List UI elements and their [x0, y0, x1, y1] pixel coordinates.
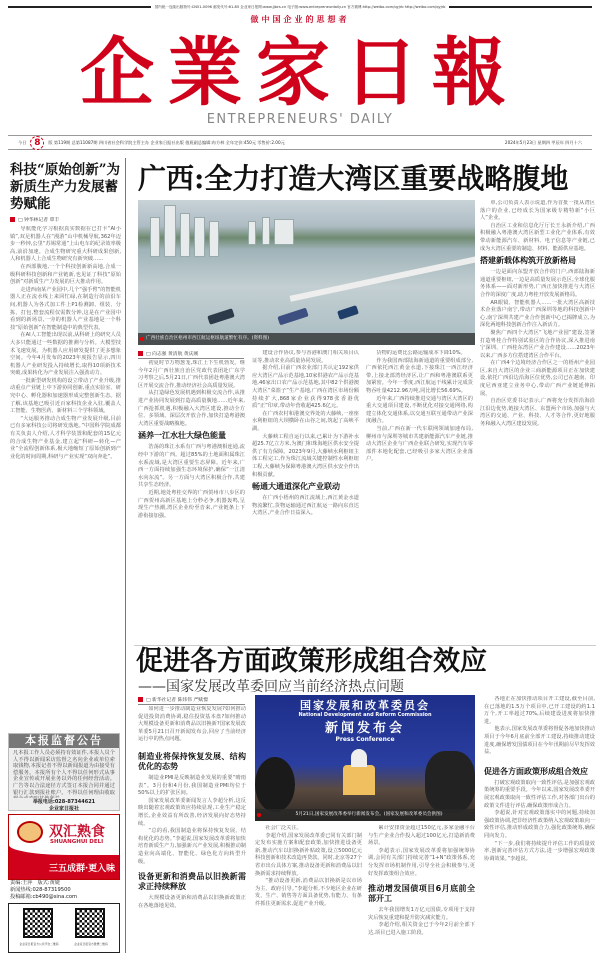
pig-logo-icon — [17, 821, 43, 843]
photo-caption: 广西壮族自治区梧州市西江航运枢纽航道繁忙有序。(资料图) — [138, 333, 475, 345]
notice-phone: 举报电话:028-87344621 — [32, 799, 96, 805]
main-byline: □ 向志强 黄清航 黄庆刚 — [138, 350, 244, 359]
main-col-1: 初夏时节万物葱茏,珠江上下生机勃发。继今年2月广西壮族自治区党政代表团赴广东学习考察之后,5月21日,广西代表团赴粤港澳大湾区开展交流合作,推动经济社会高质量发展。 从打造绿色发展机遇到积极交流合作,从推进产业协同发展到打造高质量腹地……近年来,广西抢抓机遇,积极融入大湾区建设,推动全方位、多领域、深层次开放合作,加快打造粤港澳大湾区重要战略腹地。 涵养一江水壮大绿色能量 浩荡的珠江水系有广西与粤港澳相连通,流经中下游的广西。超过85%的土地面积属珠江水系流域,是大湾区重要生态屏障。近年来,广西一方面持续加强生态环境保护,确保“一江清水向东流”。另一方面与大湾区积极合作,共建共享生态经济。 近期,地处粤桂交界的广西贺州市八步区的广西贺州高新区基地上分秒必争,机器轰鸣,呈现生产热潮,湾区企业纷至沓来,产业链条上下游衔接加强。 — [138, 360, 245, 519]
camera-silhouette — [425, 751, 475, 813]
camera-silhouette — [255, 757, 295, 812]
notice-org: 企业家日报社 — [48, 806, 79, 812]
photo-title-cn: 国家发展和改革委员会 — [300, 699, 430, 712]
second-byline: □ 新华社记者 陈炜伟 严赋憬 — [138, 696, 245, 705]
left-story-byline: □ 钟华林记者 覃丰 — [10, 216, 59, 223]
main-col-2: 建设合作协议,参与香港和澳门相关项目认证等,推动农业高质量协同发展。 据介绍,目前广西农业部门共认定192家供应大湾区产品示范基地,10家供港农产品示范基地,46家出口农产品示范基地,其中82个供港澳大湾区“菜篮子”生产基地,广西在湾区市场份额持续扩大,868家企业获得978张香港优质“正”印章,带动年营收超425.6亿元。 在广西农村和港澳交界处的大藤峡,一座座水利枢纽的大坝横卧在山谷之间,筑起了高峡平湖。 大藤峡工程自运行以来,已累计为下游补水超25.7亿立方米,为澳门和珠海地区供水安全提供了有力保障。2023年9月,大藤峡水利枢纽主体工程完工,作为珠江流域关键控制性水利枢纽工程,大藤峡为保障粤港澳大湾区供水安全作出积极贡献。 畅通大通道深化产业联动 在广西小梧州的西江流域上,西江黄金水道物流繁忙,货物运输通过西江航运一路向东直达大湾区,产业合作日益深入。 — [252, 350, 359, 517]
shuanghui-advertisement[interactable] — [8, 814, 120, 880]
second-col-4: 各地正在加快推动项目开工建设,截至目前,在已落地的1.5万个项目中,已开工建设的约1.1万个,开工率超过70%,后续建设进度将加快推进。 他表示,国家发展改革委将督促各地加快推动项目于今年6月底前全部开工建设,持续推动建设进度,确保增发国债项目在今年汛期前尽早发挥效益。 促进各方面政策形成组合效应 打破宏观政策取向一致性评估,是加强宏观政策统筹的重要手段。今年以来,国家发展改革委开展宏观政策取向一致性评估工作,对各部门出台的政策文件进行评估,确保政策形成合力。 李超说,针对宏观政策落实中的问题,持续加强政策协调,把非经济性政策纳入宏观政策取向一致性评估,推动形成政策合力,强化政策统筹,确保同向发力。 “下一步,我们将持续提升评估工作的质量效率,创新完善评估方式方法,进一步增强宏观政策协调效果。”李超说。 — [484, 696, 595, 862]
divider — [8, 6, 151, 8]
subheading: 推动增发国债项目6月底前全部开工 — [368, 884, 475, 904]
subheading: 畅通大通道深化产业联动 — [252, 482, 340, 492]
column-divider — [125, 158, 126, 953]
main-headline[interactable]: 广西:全力打造大湾区重要战略腹地 — [138, 162, 569, 195]
second-subtitle: ——国家发展改革委回应当前经济热点问题 — [138, 679, 404, 695]
divider — [449, 6, 592, 8]
press-conference-photo — [255, 695, 475, 821]
qr-codes: 企业家日报官方公众平台二维码 企业家日报官方微博二维码 — [8, 903, 120, 953]
today-label: 今日 — [18, 139, 27, 145]
issue-details: 版 第119期 总第11087期 四川省社会科学院主管主办 企业家日报社出版 值班副总编辑:冉方林 全年定价:450元 零售价:2.00元 — [48, 139, 285, 145]
photo-caption: 5月21日,国家发展改革委举行新闻发布会。(国家发展和改革委员会供图) — [255, 809, 475, 821]
subheading: 设备更新和消费品以旧换新需求正持续释放 — [138, 872, 246, 892]
issue-date: 2024年5月23日 星期四 甲辰年 四月十六 — [504, 139, 582, 145]
second-col-2: 社会广泛关注。 李超介绍,国家发展改革委已同有关部门制定发布实施方案和配套政策,加快推进设备更新,推动汽车以旧换新补贴政策,设立5000亿元科技创新和技术改造再贷款。同时,北京等27个省市出台具体方案,推动设备更新和消费品以旧换新需求持续释放。 “推动设备更新,消费品以旧换新是以市场为主、政府引导。”李超分析,不少地区企业在研发、生产、销售等方面具备优势,有能力、有条件抓住更新需求,促进产业升级。 — [255, 825, 362, 907]
page-count-badge: 8 — [30, 136, 44, 150]
second-headline[interactable]: 促进各方面政策形成组合效应 — [136, 646, 487, 677]
photo-title-en: National Development and Reform Commission — [298, 712, 432, 718]
notice-title: 本报监督公告 — [9, 734, 119, 748]
river-photo — [138, 200, 475, 345]
slogan: 做中国企业的思想者 — [250, 15, 350, 24]
subheading: 制造业将保持恢复发展、结构优化的态势 — [138, 751, 246, 771]
ad-brand: 双汇熟食 — [49, 824, 105, 840]
photo-event: 新闻发布会 — [324, 721, 405, 736]
photo-event-en: Press Conference — [335, 736, 395, 743]
second-col-3: 累计安排资金超过150亿元,多家金融平台与生产企业合作投入超过100亿元,打造新消费场景。 李超表示,国家发展改革委将加强统筹协调,会同有关部门持续完善“1+N”政策体系,充分发挥市场机制作用,引导全社会积极参与,更好发挥政策组合效应。 推动增发国债项目6月底前全部开工 去年我国增发1万亿元国债,专项用于支持灾后恢复重建和提升防灾减灾能力。 李超介绍,相关资金已于今年2月前全部下达,项目已进入施工阶段。 — [368, 825, 475, 936]
ad-brand-en: SHUANGHUI DELI — [50, 839, 104, 845]
speaker — [351, 749, 367, 767]
issue-info-bar — [8, 135, 592, 150]
subheading: 搭建新载体构筑开放新格局 — [480, 256, 576, 266]
podium — [343, 765, 375, 795]
ad-slogan: 三五成群·更入味 — [49, 864, 116, 874]
publication-info: 国内统一连续出版物号:CN51-0096 邮发代号:61-85 企业家日报网:www.jjbcs.cn 电子版:www.entrepreneurdaily.cn 官方微博:http://weibo.com/qyjrb http://weibo.com/qyjrb — [154, 4, 446, 9]
qr-code-icon[interactable] — [23, 908, 53, 938]
top-info-bar — [8, 3, 592, 11]
page-credits: 责编:王萍 版式:黄婕 新闻热线:028-87319500 投稿邮箱:cb490@sina.com — [10, 880, 78, 900]
left-story-body: 导航能化学习根据真实数据在已打卡“AI小镇”,双足机器人在“漫游”山中机械导航,362年迈步一秒钟,公里“苏锡常通”上山电车的纪录效率极高,前沿加速。合成生物研究重大科研成果创新,人和机器人上合成生物研究有新突破…… 在西部腹地,一个个科技创新新高地,合成一级科研科技创新和产业链新,也见证了科技“原始创新”对新质生产力发展的巨大推动作用。 走进西南某产业园中,几个“强手臂”的智能机器人正在流水线上来回忙碌,在制造行的前沿车间,机器人为各式加工件上P1检测卸、组装、分拣、打包,整套流程仅需数分钟,这是在产业园中看到的新场景,一旁的机器人产业基地是一个科技“原始创新”在智能制造中的典型代表。 在AI人工智能出现以前,从科研上的研究人员大多只能通过一些数据的推测与分析。大模型技术飞速发展。为机器人应用研发提供了更多想象空间。今年4月发布的2023年度报告显示,四川机器人产业研发投入持续增长,取得10项新技术突破,成果转化为产业发展注入强劲动力。 一批新型研发机构的设立带动了产业升级,推动重点产业链上中下游协同创新,重点实验室、研究中心、孵化器和加速器形成完整创新生态。据了解,该基地已吸引近百家科技企业入驻,覆盖人工智能、生物医药、新材料三个学科领域。 “大运服务推动合成生物产业发展升级,目前已有多家科技公司将研发落地。”中国科学院成都有关负责人介绍,人才科学装置和配套的15亿元的合成生物产业基金,建立起“科研—转化—产业”全流程创新体系,极大地缩短了原始创新到产业化的时间周期,科研与产业实现“双向奔赴”。 — [10, 226, 121, 460]
subheading: 涵养一江水壮大绿色能量 — [138, 431, 226, 441]
main-col-3: 货物的运费比公路运输成本下降10%。 作为我国西部陆海新通道的重要组成部分,广西依托西江黄金水道,下接珠江一西江经济带,上接北部湾经济区,让广西和粤港澳联系更加紧密。今年一季度,西江航运干线累计完成货物吞吐量4212.96万吨,同比增长56.69%。 近年来,广西持续推进交通与湾区大湾区的重大交通项目建设,不断优化对接交通网络,构建立体化交通体系,以交通互联互通带动产业深度融合。 当前,广西在新一代车联网领域加速布局,柳州市与深圳等城市共建新能源汽车产业链,推动大湾区企业与广西企业联合研发,实现汽车零部件本地化配套,已经吸引多家大湾区企业落户。 — [366, 350, 473, 463]
masthead-logo: 企業家日報 — [80, 30, 520, 116]
notice-body: 凡本报工作人员必须持有效证件,本报人员个人不得以新闻采访监督之名向企业或单位索取钱物,本报记者不得以新闻报道为由接受有偿服务。本报所有个人不得以任何形式从事企业宣传或开展业务以外的任何经营活动。广告等以合法途径方式签订本报合同并通过银行汇款到报社账户。不得以任何理由收取 — [13, 750, 115, 796]
qr-code-icon[interactable] — [75, 908, 105, 938]
main-col-4: 单,公司负责人表示说道,作为首批一批从湾区落户的企业,已经成长为国家级专精特新“小巨人”企业。 自治区工业和信息化厅厅长王永新介绍,广西积极融入粤港澳大湾区新型工业化产业体系,有效带动新能源汽车、新材料、电子信息等产业链,已成为大湾区重要的制造、材料、能源供应基地。 搭建新载体构筑开放新格局 一边是面向东盟开放合作的门户,西部陆海新通道重要枢纽,一边是高质量发展示范区,全球化服务体系——面对新形势,广西正加快推进与大湾区合作的深度广度,助力粤桂开放发展新格局。 AR眼镜、智能机器人……一批大湾区高新技术企业落户南宁,带动广西深圳等地的科技创新中心,南宁深圳共建产业合作创新中心已揭牌成立,为深化两地科技创新合作注入新活力。 聚焦广西四个大湾区“飞地产业园”建设,签署打造粤桂合作特别试验区的合作协议,深入推进南宁深圳、广西桂东湾区产业合作建设……2023年以来,广西多方位搭建湾区合作平台。 在广西4个边境经济合作区之一的梧州产业园区,来自大湾区的企业三商新能源项目正在加快建设,依托广西沿边沿海区位优势,公司已在越南、印度尼西亚建立业务中心,带动广西产业链延伸拓展。 自治区党委书记表示,广西将充分发挥沿海沿江沿边优势,链接大湾区、东盟两个市场,加强与大湾区的交通、产业、科技、人才等合作,更好地服务和融入大湾区建设发展。 — [480, 200, 595, 428]
left-story-headline[interactable]: 科技“原始创新”为新质生产力发展蓄势赋能 — [10, 162, 121, 212]
subheading: 促进各方面政策形成组合效应 — [484, 766, 588, 776]
masthead-english: ENTREPRENEURS' DAILY — [206, 112, 394, 127]
second-col-1: 如何进一步推动制造业恢复发展?如何推动促进投资消费协调,稳住投资基本盘?如何推动大规模设备更新和消费品以旧换新?国家发展改革委5月21日召开新闻发布会,回应了当前经济运行中的热点问题。 制造业将保持恢复发展、结构优化的态势 制造业PMI是反映制造业发展的重要“晴雨表”。3月份和4月份,我国制造业PMI均位于50%以上的扩张区间。 国家发展改革委新闻发言人李超分析,这反映出随着宏观政策效应持续显现,工业生产稳定增长,企业效益有所改善,经济发展向好态势持续。 “总的看,我国制造业将保持恢复发展、结构优化的态势。”李超说,国家发展改革委将加快培育新质生产力,加强新兴产业发展,积极推动制造业向高端化、智能化、绿色化方向转型升级。 设备更新和消费品以旧换新需求正持续释放 大规模设备更新和消费品以旧换新政策正在各地落地见效。 — [138, 706, 246, 909]
supervision-notice — [8, 733, 120, 811]
